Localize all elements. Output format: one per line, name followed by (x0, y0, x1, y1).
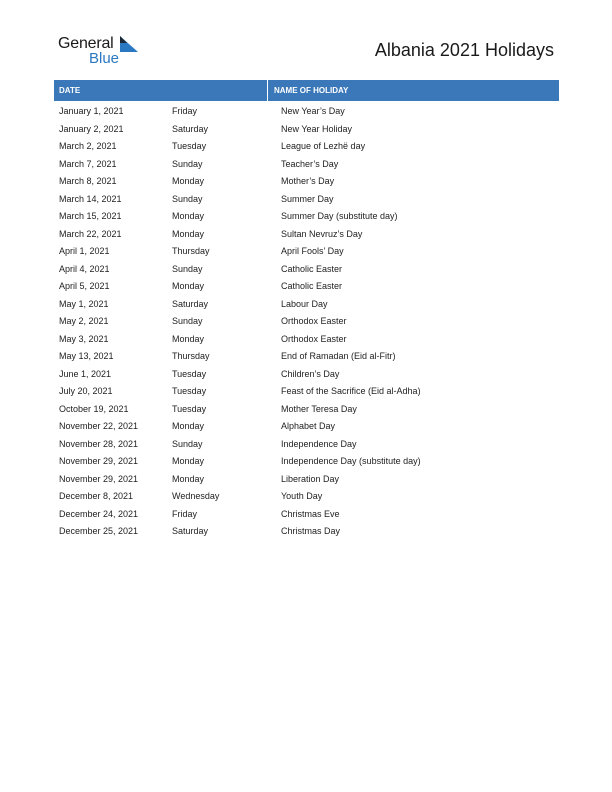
table-row (54, 471, 559, 489)
holiday-name: New Year Holiday (281, 123, 353, 134)
holiday-weekday: Tuesday (172, 368, 207, 379)
holidays-table (54, 80, 559, 541)
table-row (54, 313, 559, 331)
holiday-weekday: Monday (172, 228, 205, 239)
holiday-name: Alphabet Day (281, 421, 336, 431)
holiday-date: May 3, 2021 (59, 333, 109, 344)
holiday-weekday: Thursday (172, 246, 210, 256)
page-title: Albania 2021 Holidays (374, 40, 554, 60)
holiday-date: November 28, 2021 (59, 438, 139, 449)
table-row (54, 156, 559, 174)
holiday-date: March 7, 2021 (59, 158, 117, 169)
holiday-date: December 25, 2021 (59, 526, 139, 536)
holiday-date: June 1, 2021 (59, 368, 112, 379)
logo-triangle-icon (120, 36, 138, 52)
table-row (54, 366, 559, 384)
holiday-name: League of Lezhë day (281, 141, 366, 151)
holiday-name: Youth Day (281, 491, 323, 501)
table-row (54, 296, 559, 314)
table-row (54, 488, 559, 506)
holiday-name: Liberation Day (281, 473, 340, 484)
table-row (54, 173, 559, 191)
holiday-date: April 1, 2021 (59, 246, 110, 256)
table-row (54, 243, 559, 261)
holiday-date: April 4, 2021 (59, 263, 110, 274)
holiday-weekday: Friday (172, 106, 198, 116)
holiday-date: January 2, 2021 (59, 123, 124, 134)
logo-general-text: General (58, 35, 114, 52)
holiday-date: November 29, 2021 (59, 456, 139, 466)
table-row (54, 331, 559, 349)
holiday-weekday: Monday (172, 473, 205, 484)
holiday-name: Mother Teresa Day (281, 403, 357, 414)
holiday-weekday: Friday (172, 508, 198, 519)
table-row (54, 436, 559, 454)
table-row (54, 278, 559, 296)
column-header-name: NAME OF HOLIDAY (274, 86, 349, 95)
table-row (54, 191, 559, 209)
holiday-weekday: Thursday (172, 351, 210, 361)
holiday-date: March 2, 2021 (59, 141, 117, 151)
table-row (54, 348, 559, 366)
table-row (54, 208, 559, 226)
table-row (54, 261, 559, 279)
holiday-weekday: Monday (172, 281, 205, 291)
table-header (54, 80, 559, 101)
table-row (54, 506, 559, 524)
table-row (54, 121, 559, 139)
holiday-weekday: Saturday (172, 298, 209, 309)
holiday-weekday: Wednesday (172, 491, 220, 501)
table-row (54, 226, 559, 244)
holiday-name: Catholic Easter (281, 281, 343, 291)
column-header-date: DATE (54, 80, 268, 101)
holiday-name: Independence Day (281, 438, 357, 449)
table-row (54, 138, 559, 156)
holiday-date: May 2, 2021 (59, 316, 109, 326)
holiday-weekday: Sunday (172, 263, 203, 274)
holiday-name: Orthodox Easter (281, 316, 347, 326)
holiday-weekday: Sunday (172, 193, 203, 204)
table-row (54, 103, 559, 121)
holiday-date: December 24, 2021 (59, 508, 139, 519)
holiday-weekday: Tuesday (172, 386, 207, 396)
holiday-name: April Fools’ Day (281, 246, 344, 256)
holiday-weekday: Tuesday (172, 403, 207, 414)
table-row (54, 401, 559, 419)
holiday-name: Summer Day (substitute day) (281, 211, 398, 221)
holiday-name: Christmas Day (281, 526, 341, 536)
holiday-date: December 8, 2021 (59, 491, 134, 501)
holiday-weekday: Monday (172, 176, 205, 186)
holiday-weekday: Monday (172, 333, 205, 344)
holiday-date: November 22, 2021 (59, 421, 139, 431)
holiday-name: Christmas Eve (281, 508, 340, 519)
table-body (54, 103, 559, 541)
generalblue-logo (58, 34, 148, 70)
holiday-weekday: Monday (172, 456, 205, 466)
holiday-date: January 1, 2021 (59, 106, 124, 116)
holiday-date: March 22, 2021 (59, 228, 122, 239)
holiday-weekday: Monday (172, 421, 205, 431)
holiday-date: April 5, 2021 (59, 281, 110, 291)
holiday-date: May 13, 2021 (59, 351, 114, 361)
holiday-date: May 1, 2021 (59, 298, 109, 309)
table-row (54, 418, 559, 436)
holiday-name: Summer Day (281, 193, 334, 204)
holiday-weekday: Saturday (172, 526, 209, 536)
holiday-date: July 20, 2021 (59, 386, 113, 396)
holiday-name: Orthodox Easter (281, 333, 347, 344)
holiday-weekday: Saturday (172, 123, 209, 134)
holiday-name: Children’s Day (281, 368, 340, 379)
holiday-date: October 19, 2021 (59, 403, 129, 414)
holiday-name: End of Ramadan (Eid al-Fitr) (281, 351, 396, 361)
holiday-name: Catholic Easter (281, 263, 343, 274)
table-row (54, 523, 559, 541)
holiday-weekday: Sunday (172, 438, 203, 449)
holiday-name: Mother’s Day (281, 176, 335, 186)
holiday-date: November 29, 2021 (59, 473, 139, 484)
holiday-date: March 8, 2021 (59, 176, 117, 186)
holiday-name: Feast of the Sacrifice (Eid al-Adha) (281, 386, 421, 396)
holiday-name: Labour Day (281, 298, 328, 309)
holiday-name: Independence Day (substitute day) (281, 456, 421, 466)
holiday-name: New Year’s Day (281, 106, 345, 116)
holiday-date: March 15, 2021 (59, 211, 122, 221)
holiday-name: Sultan Nevruz’s Day (281, 228, 363, 239)
holiday-name: Teacher’s Day (281, 158, 339, 169)
holiday-date: March 14, 2021 (59, 193, 122, 204)
logo-blue-text: Blue (89, 50, 120, 67)
holiday-weekday: Tuesday (172, 141, 207, 151)
table-row (54, 453, 559, 471)
table-row (54, 383, 559, 401)
holiday-weekday: Sunday (172, 316, 203, 326)
holiday-weekday: Sunday (172, 158, 203, 169)
holiday-weekday: Monday (172, 211, 205, 221)
